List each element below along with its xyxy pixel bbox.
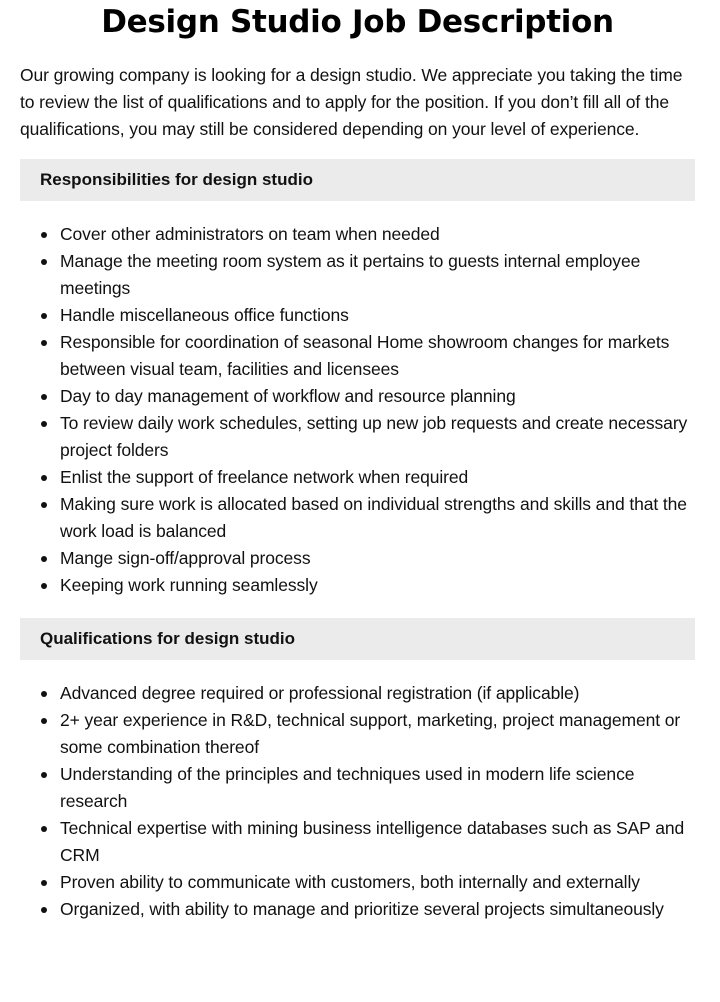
bullet-icon [41, 502, 47, 508]
bullet-icon [41, 556, 47, 562]
list-item: Technical expertise with mining business intelligence databases such as SAP and CRM [20, 815, 695, 869]
list-item: Enlist the support of freelance network when required [20, 464, 695, 491]
bullet-icon [41, 880, 47, 886]
list-item: Responsible for coordination of seasonal Home showroom changes for markets between visual team, facilities and licensees [20, 329, 695, 383]
qualifications-list [20, 680, 695, 923]
bullet-icon [41, 340, 47, 346]
bullet-icon [41, 691, 47, 697]
bullet-icon [41, 232, 47, 238]
list-item: Proven ability to communicate with customers, both internally and externally [20, 869, 695, 896]
bullet-icon [41, 907, 47, 913]
list-item: To review daily work schedules, setting up new job requests and create necessary project folders [20, 410, 695, 464]
list-item: Organized, with ability to manage and prioritize several projects simultaneously [20, 896, 695, 923]
list-item: Advanced degree required or professional registration (if applicable) [20, 680, 695, 707]
bullet-icon [41, 772, 47, 778]
bullet-icon [41, 583, 47, 589]
responsibilities-list [20, 221, 695, 599]
intro-paragraph: Our growing company is looking for a design studio. We appreciate you taking the time to review the list of qualifications and to apply for the position. If you don’t fill all of the qualifications, you may still be considered depending on your level of experience. [20, 65, 683, 139]
bullet-icon [41, 394, 47, 400]
list-item: Handle miscellaneous office functions [20, 302, 695, 329]
page-title: Design Studio Job Description [101, 4, 614, 40]
bullet-icon [41, 718, 47, 724]
list-item: Manage the meeting room system as it pertains to guests internal employee meetings [20, 248, 695, 302]
qualifications-header: Qualifications for design studio [20, 618, 695, 660]
bullet-icon [41, 313, 47, 319]
list-item: Day to day management of workflow and resource planning [20, 383, 695, 410]
list-item: Understanding of the principles and techniques used in modern life science research [20, 761, 695, 815]
responsibilities-header: Responsibilities for design studio [20, 159, 695, 201]
list-item: Mange sign-off/approval process [20, 545, 695, 572]
bullet-icon [41, 259, 47, 265]
bullet-icon [41, 475, 47, 481]
bullet-icon [41, 826, 47, 832]
list-item: 2+ year experience in R&D, technical support, marketing, project management or some combination thereof [20, 707, 695, 761]
bullet-icon [41, 421, 47, 427]
list-item: Keeping work running seamlessly [20, 572, 695, 599]
list-item: Making sure work is allocated based on individual strengths and skills and that the work load is balanced [20, 491, 695, 545]
list-item: Cover other administrators on team when needed [20, 221, 695, 248]
